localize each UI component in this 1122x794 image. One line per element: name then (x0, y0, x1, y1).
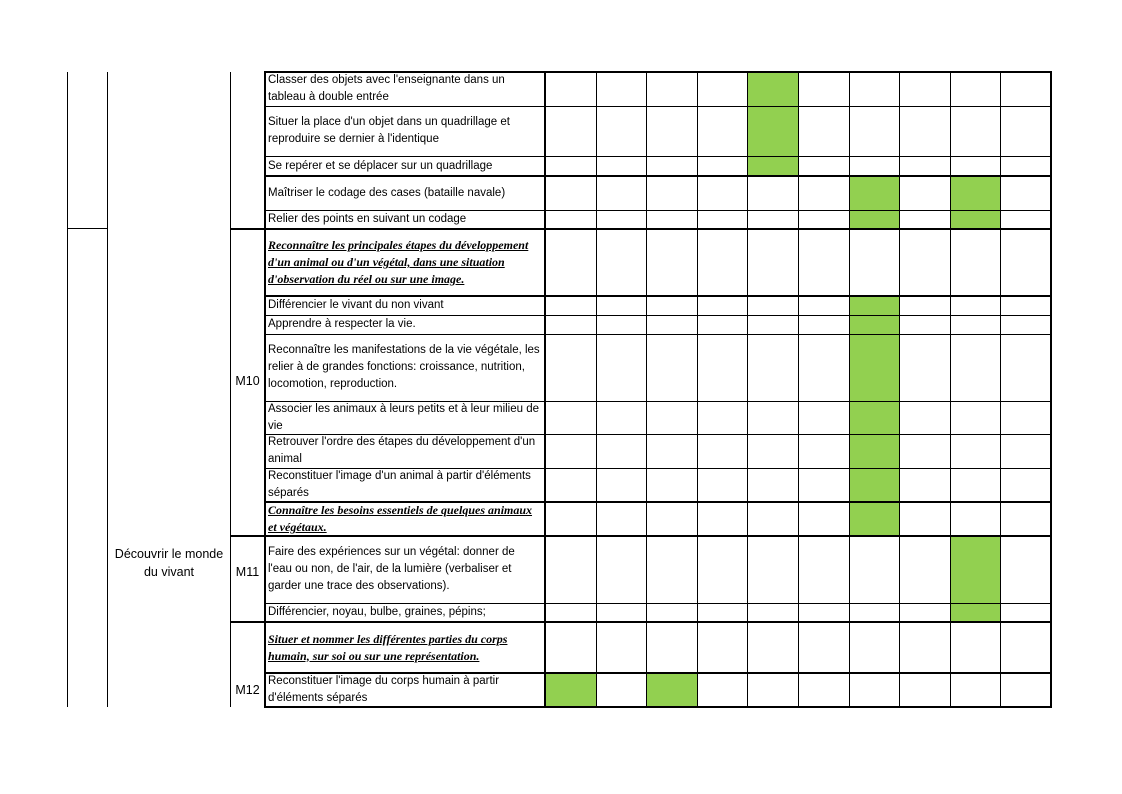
empty-cell (950, 156, 1000, 176)
empty-cell (646, 72, 697, 106)
competency-text: Maîtriser le codage des cases (bataille navale) (268, 186, 506, 199)
empty-cell (747, 210, 798, 229)
row-divider (264, 295, 1052, 297)
empty-cell (545, 468, 596, 502)
empty-cell (1000, 603, 1051, 622)
marked-cell (849, 502, 899, 536)
empty-cell (596, 106, 646, 156)
empty-cell (747, 536, 798, 603)
empty-cell (596, 156, 646, 176)
empty-cell (899, 315, 950, 334)
empty-cell (545, 622, 596, 673)
empty-cell (646, 603, 697, 622)
empty-cell (747, 334, 798, 401)
row-divider (264, 334, 1052, 335)
row-divider (264, 621, 1052, 623)
empty-cell (1000, 502, 1051, 536)
empty-cell (646, 176, 697, 210)
empty-cell (899, 156, 950, 176)
empty-cell (596, 229, 646, 296)
competency-text: Reconstituer l'image d'un animal à partir d'éléments séparés (268, 470, 531, 499)
empty-cell (697, 536, 747, 603)
empty-cell (899, 106, 950, 156)
empty-cell (899, 536, 950, 603)
empty-cell (899, 176, 950, 210)
empty-cell (596, 603, 646, 622)
empty-cell (545, 72, 596, 106)
empty-cell (849, 72, 899, 106)
column-divider (107, 72, 108, 707)
empty-cell (950, 106, 1000, 156)
empty-cell (545, 536, 596, 603)
grid-column-line (798, 72, 799, 708)
marked-cell (849, 176, 899, 210)
row-divider (264, 401, 1052, 402)
table-row (264, 156, 1051, 176)
module-code: M10 (235, 374, 260, 388)
empty-cell (1000, 156, 1051, 176)
empty-cell (596, 315, 646, 334)
table-row (264, 536, 1051, 603)
marked-cell (849, 315, 899, 334)
competency-text: Situer et nommer les différentes parties du corps humain, sur soi ou sur une représentation. (268, 631, 508, 663)
empty-cell (798, 622, 849, 673)
marked-cell (950, 210, 1000, 229)
empty-cell (849, 536, 899, 603)
column-divider (67, 72, 68, 707)
competency-text: Différencier le vivant du non vivant (268, 299, 444, 311)
empty-cell (596, 296, 646, 315)
column-divider (264, 72, 266, 708)
empty-cell (899, 673, 950, 707)
empty-cell (1000, 536, 1051, 603)
row-divider (264, 434, 1052, 435)
empty-cell (798, 156, 849, 176)
competency-text: Associer les animaux à leurs petits et à leur milieu de vie (268, 402, 540, 432)
empty-cell (1000, 434, 1051, 468)
empty-cell (1000, 106, 1051, 156)
empty-cell (950, 673, 1000, 707)
table-row (264, 468, 1051, 502)
empty-cell (1000, 468, 1051, 502)
grid-column-line (899, 72, 900, 708)
section-divider (67, 228, 107, 229)
empty-cell (798, 315, 849, 334)
competency-text: Reconstituer l'image du corps humain à partir d'éléments séparés (268, 675, 500, 704)
table-row (264, 502, 1051, 536)
group-divider (231, 228, 265, 230)
row-divider (264, 468, 1052, 469)
grid-column-line (596, 72, 597, 708)
empty-cell (849, 106, 899, 156)
marked-cell (849, 468, 899, 502)
empty-cell (950, 401, 1000, 434)
empty-cell (899, 296, 950, 315)
empty-cell (950, 468, 1000, 502)
empty-cell (899, 72, 950, 106)
grid-column-line (697, 72, 698, 708)
table-row (264, 210, 1051, 229)
empty-cell (849, 603, 899, 622)
table-row (264, 434, 1051, 468)
empty-cell (950, 434, 1000, 468)
empty-cell (646, 536, 697, 603)
empty-cell (798, 296, 849, 315)
empty-cell (1000, 622, 1051, 673)
marked-cell (747, 156, 798, 176)
table-row (264, 176, 1051, 210)
empty-cell (545, 334, 596, 401)
empty-cell (849, 156, 899, 176)
empty-cell (596, 673, 646, 707)
empty-cell (899, 334, 950, 401)
empty-cell (646, 156, 697, 176)
marked-cell (747, 72, 798, 106)
empty-cell (798, 673, 849, 707)
marked-cell (646, 673, 697, 707)
empty-cell (950, 72, 1000, 106)
table-row (264, 622, 1051, 673)
competency-text: Reconnaître les principales étapes du développement d'un animal ou d'un végétal, dans une situation d'observation du réel ou sur une image. (268, 238, 529, 286)
row-divider (264, 535, 1052, 537)
empty-cell (697, 315, 747, 334)
empty-cell (646, 434, 697, 468)
empty-cell (798, 603, 849, 622)
grid-column-line (747, 72, 748, 708)
competency-text: Apprendre à respecter la vie. (268, 318, 416, 330)
table-row (264, 673, 1051, 707)
group-divider (231, 535, 265, 537)
empty-cell (747, 468, 798, 502)
empty-cell (596, 502, 646, 536)
row-divider (264, 315, 1052, 316)
empty-cell (1000, 334, 1051, 401)
marked-cell (849, 401, 899, 434)
empty-cell (596, 176, 646, 210)
empty-cell (697, 401, 747, 434)
competency-text: Différencier, noyau, bulbe, graines, pépins; (268, 606, 486, 618)
empty-cell (596, 72, 646, 106)
empty-cell (798, 434, 849, 468)
grid-column-line (950, 72, 951, 708)
table-row (264, 334, 1051, 401)
row-divider (264, 210, 1052, 211)
empty-cell (697, 468, 747, 502)
empty-cell (950, 229, 1000, 296)
empty-cell (697, 229, 747, 296)
group-divider (231, 621, 265, 623)
grid-column-line (1000, 72, 1001, 708)
empty-cell (545, 502, 596, 536)
row-divider (264, 175, 1052, 177)
empty-cell (646, 502, 697, 536)
empty-cell (545, 229, 596, 296)
row-divider (264, 603, 1052, 604)
empty-cell (798, 334, 849, 401)
marked-cell (950, 536, 1000, 603)
marked-cell (950, 176, 1000, 210)
empty-cell (798, 176, 849, 210)
empty-cell (646, 622, 697, 673)
empty-cell (950, 296, 1000, 315)
empty-cell (596, 536, 646, 603)
empty-cell (798, 72, 849, 106)
empty-cell (697, 176, 747, 210)
competency-text: Classer des objets avec l'enseignante dans un tableau à double entrée (268, 74, 505, 103)
empty-cell (798, 401, 849, 434)
domain-label: Découvrir le monde du vivant (114, 547, 224, 579)
empty-cell (1000, 229, 1051, 296)
empty-cell (747, 176, 798, 210)
empty-cell (697, 603, 747, 622)
empty-cell (545, 401, 596, 434)
competency-text: Retrouver l'ordre des étapes du développement d'un animal (268, 436, 536, 465)
grid-column-line (646, 72, 647, 708)
empty-cell (596, 401, 646, 434)
empty-cell (596, 468, 646, 502)
empty-cell (747, 622, 798, 673)
empty-cell (697, 210, 747, 229)
empty-cell (545, 156, 596, 176)
grid-column-line (849, 72, 850, 708)
empty-cell (596, 210, 646, 229)
empty-cell (798, 229, 849, 296)
table-row (264, 229, 1051, 296)
empty-cell (646, 334, 697, 401)
empty-cell (646, 468, 697, 502)
competency-text: Relier des points en suivant un codage (268, 213, 467, 225)
grid-column-line (544, 72, 546, 708)
empty-cell (747, 296, 798, 315)
empty-cell (798, 468, 849, 502)
table-row (264, 401, 1051, 434)
empty-cell (545, 296, 596, 315)
empty-cell (596, 334, 646, 401)
table-row (264, 603, 1051, 622)
empty-cell (899, 622, 950, 673)
competency-text: Situer la place d'un objet dans un quadrillage et reproduire se dernier à l'identique (268, 116, 510, 145)
empty-cell (697, 622, 747, 673)
empty-cell (545, 315, 596, 334)
empty-cell (950, 502, 1000, 536)
empty-cell (1000, 296, 1051, 315)
marked-cell (849, 434, 899, 468)
marked-cell (849, 210, 899, 229)
empty-cell (1000, 315, 1051, 334)
empty-cell (899, 603, 950, 622)
module-code: M12 (235, 683, 260, 697)
empty-cell (1000, 72, 1051, 106)
competency-text: Faire des expériences sur un végétal: donner de l'eau ou non, de l'air, de la lumière (verbaliser et garder une trace des observations). (268, 546, 515, 592)
empty-cell (899, 502, 950, 536)
empty-cell (899, 401, 950, 434)
empty-cell (646, 401, 697, 434)
row-divider (264, 501, 1052, 503)
empty-cell (798, 536, 849, 603)
empty-cell (849, 673, 899, 707)
row-divider (264, 156, 1052, 157)
empty-cell (697, 434, 747, 468)
empty-cell (646, 210, 697, 229)
row-divider (264, 706, 1052, 708)
empty-cell (646, 106, 697, 156)
empty-cell (798, 210, 849, 229)
empty-cell (747, 603, 798, 622)
table-row (264, 296, 1051, 315)
table-row (264, 72, 1051, 106)
empty-cell (747, 502, 798, 536)
empty-cell (646, 229, 697, 296)
empty-cell (899, 468, 950, 502)
empty-cell (1000, 176, 1051, 210)
empty-cell (646, 315, 697, 334)
empty-cell (899, 434, 950, 468)
empty-cell (849, 229, 899, 296)
empty-cell (697, 673, 747, 707)
module-code: M11 (235, 565, 260, 579)
marked-cell (545, 673, 596, 707)
empty-cell (1000, 210, 1051, 229)
empty-cell (849, 622, 899, 673)
table-row (264, 315, 1051, 334)
empty-cell (697, 296, 747, 315)
empty-cell (697, 156, 747, 176)
empty-cell (950, 334, 1000, 401)
empty-cell (545, 603, 596, 622)
row-divider (264, 672, 1052, 674)
empty-cell (747, 673, 798, 707)
table-row (264, 106, 1051, 156)
marked-cell (849, 334, 899, 401)
empty-cell (545, 106, 596, 156)
empty-cell (1000, 401, 1051, 434)
marked-cell (950, 603, 1000, 622)
row-divider (264, 71, 1052, 73)
empty-cell (747, 401, 798, 434)
grid-column-line (1050, 72, 1052, 708)
marked-cell (849, 296, 899, 315)
empty-cell (697, 334, 747, 401)
empty-cell (545, 176, 596, 210)
empty-cell (950, 622, 1000, 673)
competency-text: Connaître les besoins essentiels de quelques animaux et végétaux. (268, 503, 533, 534)
marked-cell (747, 106, 798, 156)
empty-cell (747, 315, 798, 334)
empty-cell (697, 106, 747, 156)
empty-cell (596, 434, 646, 468)
column-divider (230, 72, 231, 707)
empty-cell (697, 502, 747, 536)
competency-text: Se repérer et se déplacer sur un quadrillage (268, 159, 493, 172)
empty-cell (1000, 673, 1051, 707)
row-divider (264, 106, 1052, 107)
empty-cell (596, 622, 646, 673)
empty-cell (545, 210, 596, 229)
empty-cell (798, 502, 849, 536)
empty-cell (899, 229, 950, 296)
empty-cell (545, 434, 596, 468)
competency-text: Reconnaître les manifestations de la vie végétale, les relier à de grandes fonctions: croissance, nutrition, locomotion, reproduction. (268, 344, 540, 390)
row-divider (264, 228, 1052, 230)
empty-cell (747, 434, 798, 468)
empty-cell (747, 229, 798, 296)
empty-cell (646, 296, 697, 315)
empty-cell (899, 210, 950, 229)
empty-cell (697, 72, 747, 106)
empty-cell (798, 106, 849, 156)
empty-cell (950, 315, 1000, 334)
